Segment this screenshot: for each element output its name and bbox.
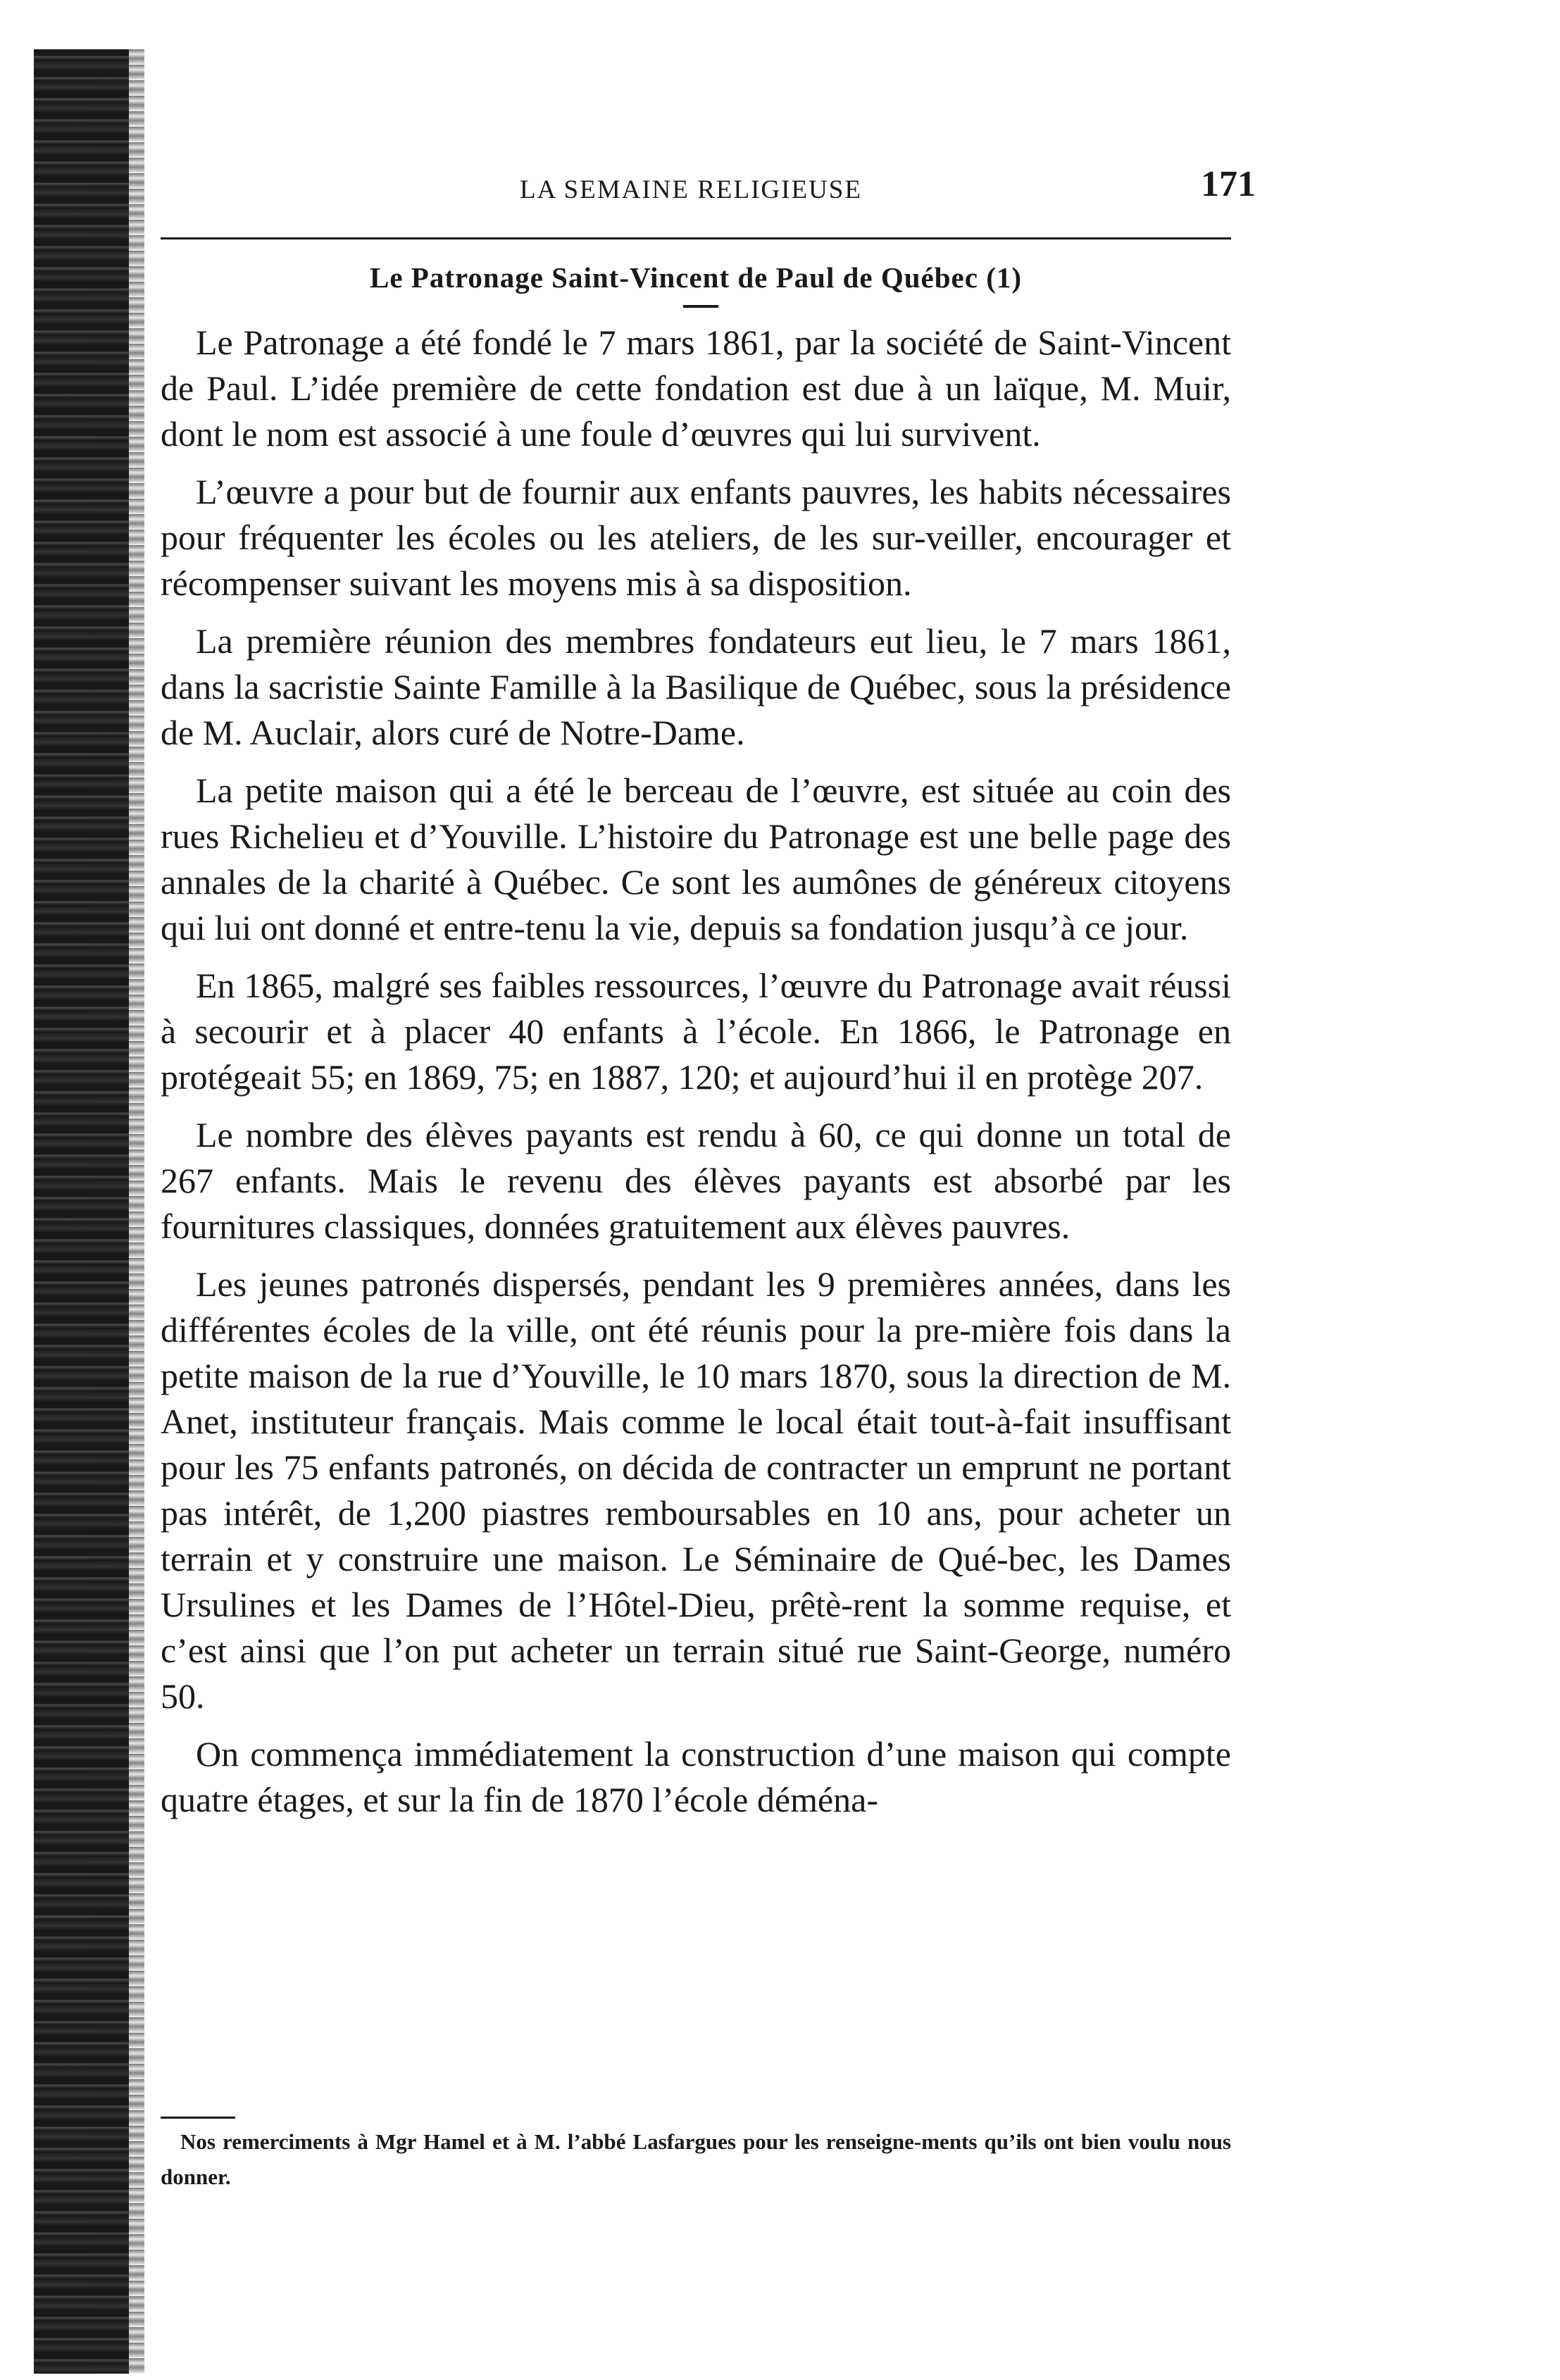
footnote: Nos remerciments à Mgr Hamel et à M. l’abbé Lasfargues pour les renseigne-ments qu’ils ont bien voulu nous donner. [161, 2129, 1231, 2189]
binding-edge [34, 49, 129, 2374]
running-title: LA SEMAINE RELIGIEUSE [520, 175, 862, 204]
paragraph: En 1865, malgré ses faibles ressources, l’œuvre du Patronage avait réussi à secourir et à placer 40 enfants à l’école. En 1866, le Patronage en protégeait 55; en 1869, 75; en 1887, 120; et aujourd’hui il en protège 207. [161, 966, 1231, 1097]
paragraph: Les jeunes patronés dispersés, pendant les 9 premières années, dans les différentes écoles de la ville, ont été réunis pour la pre-mière fois dans la petite maison de la rue d’Youville, le 10 mars 1870, sous la direction de M. Anet, instituteur français. Mais comme le local était tout-à-fait insuffisant pour les 75 enfants patronés, on décida de contracter un emprunt ne portant pas intérêt, de 1,200 piastres remboursables en 10 ans, pour acheter un terrain et y construire une maison. Le Séminaire de Qué-bec, les Dames Ursulines et les Dames de l’Hôtel-Dieu, prêtè-rent la somme requise, et c’est ainsi que l’on put acheter un terrain situé rue Saint-George, numéro 50. [161, 1264, 1231, 1716]
article-body [161, 320, 1231, 1835]
page-number: 171 [1201, 164, 1256, 204]
paragraph: La petite maison qui a été le berceau de l’œuvre, est située au coin des rues Richelieu et d’Youville. L’histoire du Patronage est une belle page des annales de la charité à Québec. Ce sont les aumônes de généreux citoyens qui lui ont donné et entre-tenu la vie, depuis sa fondation jusqu’à ce jour. [161, 771, 1231, 947]
paragraph: L’œuvre a pour but de fournir aux enfants pauvres, les habits nécessaires pour fréquenter les écoles ou les ateliers, de les sur-veiller, encourager et récompenser suivant les moyens mis à sa disposition. [161, 472, 1231, 603]
paragraph: La première réunion des membres fondateurs eut lieu, le 7 mars 1861, dans la sacristie Sainte Famille à la Basilique de Québec, sous la présidence de M. Auclair, alors curé de Notre-Dame. [161, 621, 1231, 752]
article-title: Le Patronage Saint-Vincent de Paul de Québec (1) [369, 261, 1023, 294]
header-rule [161, 237, 1231, 239]
paragraph: Le Patronage a été fondé le 7 mars 1861, par la société de Saint-Vincent de Paul. L’idée première de cette fondation est due à un laïque, M. Muir, dont le nom est associé à une foule d’œuvres qui lui survivent. [161, 323, 1231, 454]
title-dash [683, 305, 718, 308]
running-head [161, 163, 1256, 206]
paragraph: On commença immédiatement la construction d’une maison qui compte quatre étages, et sur la fin de 1870 l’école déména- [161, 1734, 1231, 1819]
paragraph: Le nombre des élèves payants est rendu à 60, ce qui donne un total de 267 enfants. Mais le revenu des élèves payants est absorbé par les fournitures classiques, données gratuitement aux élèves pauvres. [161, 1115, 1231, 1246]
footnote-rule [161, 2117, 235, 2119]
